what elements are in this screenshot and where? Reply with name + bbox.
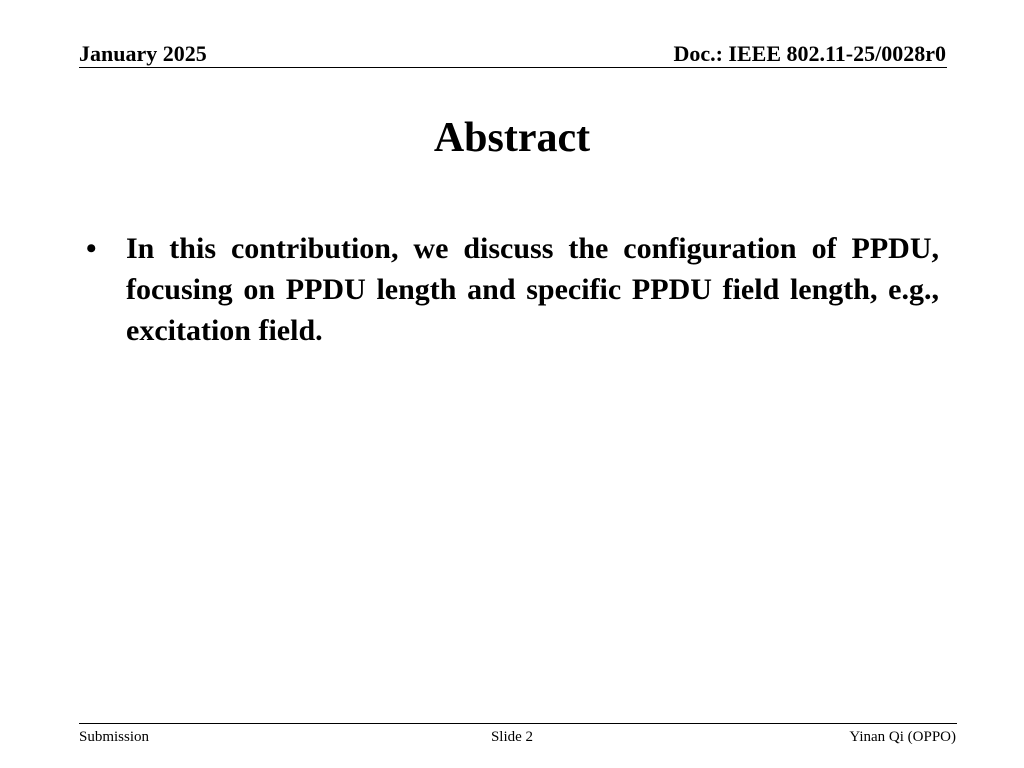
header-divider bbox=[79, 67, 947, 68]
slide-title: Abstract bbox=[433, 115, 591, 161]
header-doc-id: Doc.: IEEE 802.11-25/0028r0 bbox=[673, 41, 946, 66]
bullet-item bbox=[79, 228, 939, 351]
footer-submission: Submission bbox=[79, 729, 150, 745]
bullet-text: In this contribution, we discuss the configuration of PPDU, focusing on PPDU length and specific PPDU field length, e.g., excitation field. bbox=[126, 232, 939, 347]
footer-author: Yinan Qi (OPPO) bbox=[849, 729, 956, 745]
footer-divider bbox=[79, 723, 957, 724]
header-date: January 2025 bbox=[79, 41, 207, 66]
footer-slide-number: Slide 2 bbox=[490, 729, 534, 745]
bullet-marker: • bbox=[86, 232, 97, 265]
bullet-list bbox=[79, 228, 939, 351]
